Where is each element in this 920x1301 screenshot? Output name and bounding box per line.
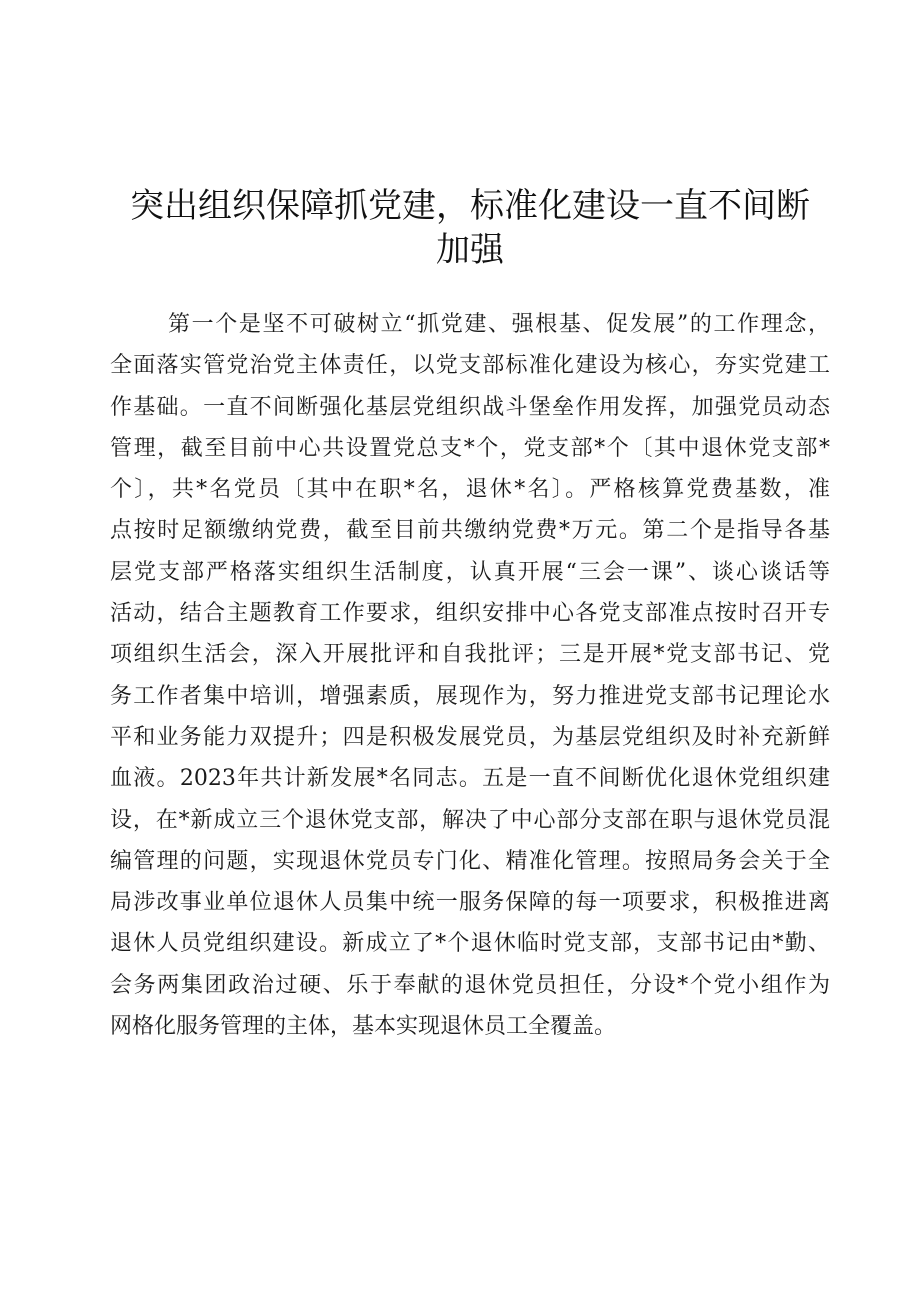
- body-paragraph: [110, 304, 830, 1047]
- body-line: 退休人员党组织建设。新成立了*个退休临时党支部，支部书记由*勤、: [110, 931, 830, 957]
- body-line: 务工作者集中培训，增强素质，展现作为，努力推进党支部书记理论水: [110, 683, 830, 709]
- title-line-2: 加强: [436, 230, 504, 270]
- body-line: 血液。2023年共计新发展*名同志。五是一直不间断优化退休党组织建: [110, 766, 830, 792]
- body-line: 设，在*新成立三个退休党支部，解决了中心部分支部在职与退休党员混: [110, 807, 830, 833]
- title-line-1: 突出组织保障抓党建，标准化建设一直不间断: [130, 186, 810, 226]
- body-line: 网格化服务管理的主体，基本实现退休员工全覆盖。: [110, 1014, 617, 1040]
- body-line: 编管理的问题，实现退休党员专门化、精准化管理。按照局务会关于全: [110, 848, 830, 874]
- body-line: 会务两集团政治过硬、乐于奉献的退休党员担任，分设*个党小组作为: [110, 972, 830, 998]
- body-line: 局涉改事业单位退休人员集中统一服务保障的每一项要求，积极推进离: [110, 890, 830, 916]
- body-line: 平和业务能力双提升；四是积极发展党员，为基层党组织及时补充新鲜: [110, 724, 830, 750]
- body-line: 层党支部严格落实组织生活制度，认真开展“三会一课”、谈心谈话等: [110, 559, 830, 585]
- body-line: 作基础。一直不间断强化基层党组织战斗堡垒作用发挥，加强党员动态: [110, 394, 830, 420]
- body-line: 项组织生活会，深入开展批评和自我批评；三是开展*党支部书记、党: [110, 642, 830, 668]
- body-line: 点按时足额缴纳党费，截至目前共缴纳党费*万元。第二个是指导各基: [110, 518, 830, 544]
- body-line: 个〕，共*名党员〔其中在职*名，退休*名〕。严格核算党费基数，准: [110, 477, 830, 503]
- body-line: 全面落实管党治党主体责任，以党支部标准化建设为核心，夯实党建工: [110, 353, 830, 379]
- document-title: [100, 184, 840, 272]
- body-line: 管理，截至目前中心共设置党总支*个，党支部*个〔其中退休党支部*: [110, 435, 830, 461]
- body-line: 活动，结合主题教育工作要求，组织安排中心各党支部准点按时召开专: [110, 601, 830, 627]
- body-line: 第一个是坚不可破树立“抓党建、强根基、促发展”的工作理念，: [168, 312, 830, 337]
